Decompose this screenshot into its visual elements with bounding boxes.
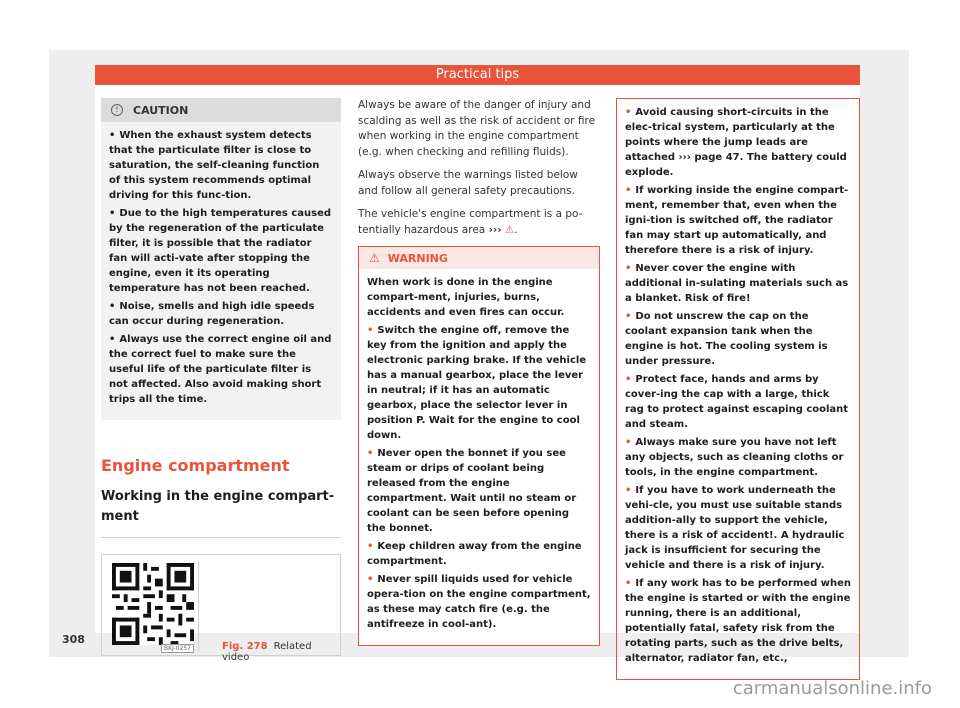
section-subtitle: Working in the engine compart-ment xyxy=(101,487,341,538)
watermark: carmanualsonline.info xyxy=(732,678,932,699)
page-number: 308 xyxy=(62,633,85,646)
warning-item: • Never open the bonnet if you see steam or drips of coolant being released from the engine compartment. Wait until no steam or coolant can be seen before opening the bonnet. xyxy=(367,448,577,534)
warning-triangle-icon[interactable]: ⚠ xyxy=(504,223,515,236)
qr-code-icon xyxy=(112,563,194,645)
figure-278 xyxy=(101,554,341,663)
warning-item: • Protect face, hands and arms by cover-ing the cap with a large, thick rag to protect against escaping coolant and steam. xyxy=(625,374,849,430)
right-column xyxy=(616,98,860,680)
paragraph: Always observe the warnings listed below and follow all general safety precautions. xyxy=(358,169,578,197)
figure-caption-text: Related video xyxy=(222,641,312,663)
caution-item: • Due to the high temperatures caused by the regeneration of the particulate filter, it is possible that the radiator fan will acti-vate after stopping the engine, even it its operating temperature has not been reached. xyxy=(109,208,332,294)
caution-body xyxy=(101,122,341,420)
warning-intro: When work is done in the engine compart-ment, injuries, burns, accidents and even fires can occur. xyxy=(367,277,565,318)
page-header: Practical tips xyxy=(95,65,860,85)
hazard-paragraph: The vehicle's engine compartment is a po-tentially hazardous area ››› ⚠. xyxy=(358,208,583,236)
warning-label: WARNING xyxy=(387,251,448,265)
warning-header xyxy=(359,247,599,269)
left-column xyxy=(101,98,341,663)
cross-reference-link[interactable]: ››› xyxy=(488,223,502,236)
warning-item: • Keep children away from the engine compartment. xyxy=(367,541,582,567)
qr-code[interactable] xyxy=(108,561,199,651)
warning-item: • Never spill liquids used for vehicle opera-tion on the engine compartment, as these may catch fire (e.g. the antifreeze in cool-ant). xyxy=(367,574,591,630)
warning-item: • Always make sure you have not left any objects, such as cleaning cloths or tools, in the engine compartment. xyxy=(625,437,844,478)
warning-item: • Avoid causing short-circuits in the elec-trical system, particularly at the points where the jump leads are attached ››› page 47. The battery could explode. xyxy=(625,107,847,178)
warning-item: • Never cover the engine with additional in-sulating materials such as a blanket. Risk of fire! xyxy=(625,263,849,304)
warning-item: • If working inside the engine compart-ment, remember that, even when the igni-tion is switched off, the radiator fan may start up automatically, and therefore there is a risk of injury. xyxy=(625,185,849,256)
caution-item: • When the exhaust system detects that the particulate filter is close to saturation, the self-cleaning function of this system recommends optimal driving for this func-tion. xyxy=(109,130,320,201)
caution-box xyxy=(101,98,341,420)
warning-item: • If any work has to be performed when the engine is started or with the engine running, there is an additional, potentially fatal, safety risk from the rotating parts, such as the drive belts, alternator, radiator fan, etc., xyxy=(625,578,851,664)
figure-tag: BKJ-0257 xyxy=(161,644,194,653)
figure-caption xyxy=(222,641,340,663)
warning-item: • Do not unscrew the cap on the coolant expansion tank when the engine is hot. The cooling system is under pressure. xyxy=(625,311,828,367)
info-circle-icon: ! xyxy=(111,104,123,116)
figure-number: Fig. 278 xyxy=(222,641,268,652)
warning-triangle-icon: ⚠ xyxy=(369,251,380,265)
caution-item: • Noise, smells and high idle speeds can occur during regeneration. xyxy=(109,301,315,327)
warning-box xyxy=(358,246,600,646)
caution-label: CAUTION xyxy=(133,103,189,117)
warning-item: • If you have to work underneath the vehi-cle, you must use suitable stands addition-ally to support the vehicle, there is a risk of accident!. A hydraulic jack is insufficient for securing the vehicle and there is a risk of injury. xyxy=(625,485,845,571)
caution-item: • Always use the correct engine oil and the correct fuel to make sure the useful life of the particulate filter is not affected. Also avoid making short trips all the time. xyxy=(109,334,332,405)
middle-column xyxy=(358,98,600,646)
warning-continued-box xyxy=(616,98,860,680)
paragraph: Always be aware of the danger of injury and scalding as well as the risk of accident or fire when working in the engine compartment (e.g. when checking and refilling fluids). xyxy=(358,99,596,158)
section-title: Engine compartment xyxy=(101,456,290,475)
warning-item: • Switch the engine off, remove the key from the ignition and apply the electronic parking brake. If the vehicle has a manual gearbox, place the lever in neutral; if it has an automatic gearbox, place the selector lever in position P. Wait for the engine to cool down. xyxy=(367,325,587,441)
warning-body xyxy=(359,269,599,645)
caution-header xyxy=(101,98,341,122)
